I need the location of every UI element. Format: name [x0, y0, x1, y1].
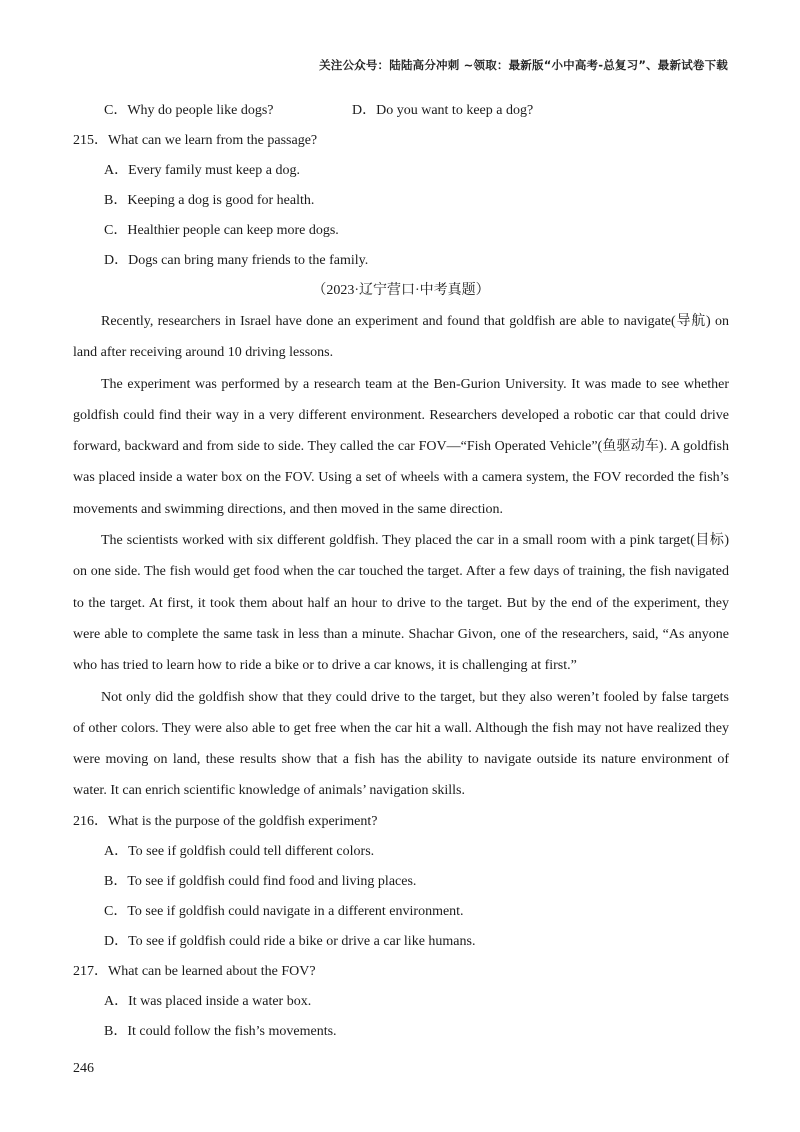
page-content	[73, 96, 729, 1047]
q215-stem: 215．What can we learn from the passage?	[73, 133, 318, 148]
q214-option-c: C．Why do people like dogs?	[104, 103, 274, 118]
q216-option-c: C．To see if goldfish could navigate in a different environment.	[104, 903, 464, 919]
q214-option-d: D．Do you want to keep a dog?	[352, 103, 534, 118]
page-header: 关注公众号：陆陆高分冲刺 ~领取：最新版“小中高考-总复习”、最新试卷下载	[319, 58, 728, 72]
q215-option-b: B．Keeping a dog is good for health.	[104, 193, 315, 208]
q217-option-b: B．It could follow the fish’s movements.	[104, 1023, 337, 1039]
q217-option-a: A．It was placed inside a water box.	[104, 993, 312, 1009]
q217-stem: 217．What can be learned about the FOV?	[73, 963, 316, 979]
q216-stem: 216．What is the purpose of the goldfish experiment?	[73, 813, 378, 829]
q215-option-d: D．Dogs can bring many friends to the family.	[104, 253, 369, 268]
q215-option-c: C．Healthier people can keep more dogs.	[104, 223, 339, 238]
q216-option-b: B．To see if goldfish could find food and living places.	[104, 873, 417, 889]
q215-option-a: A．Every family must keep a dog.	[104, 163, 300, 178]
passage-paragraph-4: Not only did the goldfish show that they could drive to the target, but they also weren’t fooled by false targets of other colors. They were also able to get free when the car hit a wall. Although the fish may not have realized they were moving on land, these results show that a fish has the ability to navigate outside its nature environment of water. It can enrich scientific knowledge of animals’ navigation skills.	[73, 689, 729, 799]
passage-source: （2023·辽宁营口·中考真题）	[312, 283, 490, 298]
q216-option-d: D．To see if goldfish could ride a bike or drive a car like humans.	[104, 933, 476, 949]
page-number: 246	[73, 1061, 94, 1076]
q216-option-a: A．To see if goldfish could tell different colors.	[104, 843, 375, 859]
passage-paragraph-3: The scientists worked with six different goldfish. They placed the car in a small room with a pink target(目标) on one side. The fish would get food when the car touched the target. After a few days of training, the fish navigated to the target. At first, it took them about half an hour to drive to the target. But by the end of the experiment, they were able to complete the same task in less than a minute. Shachar Givon, one of the researchers, said, “As anyone who has tried to learn how to ride a bike or to drive a car knows, it is challenging at first.”	[73, 533, 729, 674]
q214-options-row	[73, 96, 729, 126]
passage-paragraph-2: The experiment was performed by a research team at the Ben-Gurion University. It was made to see whether goldfish could find their way in a very different environment. Researchers developed a robotic car that could drive forward, backward and from side to side. They called the car FOV—“Fish Operated Vehicle”(鱼驱动车). A goldfish was placed inside a water box on the FOV. Using a set of wheels with a camera system, the FOV recorded the fish’s movements and swimming directions, and then moved in the same direction.	[73, 376, 729, 517]
passage-paragraph-1: Recently, researchers in Israel have done an experiment and found that goldfish are able to navigate(导航) on land after receiving around 10 driving lessons.	[73, 314, 729, 361]
